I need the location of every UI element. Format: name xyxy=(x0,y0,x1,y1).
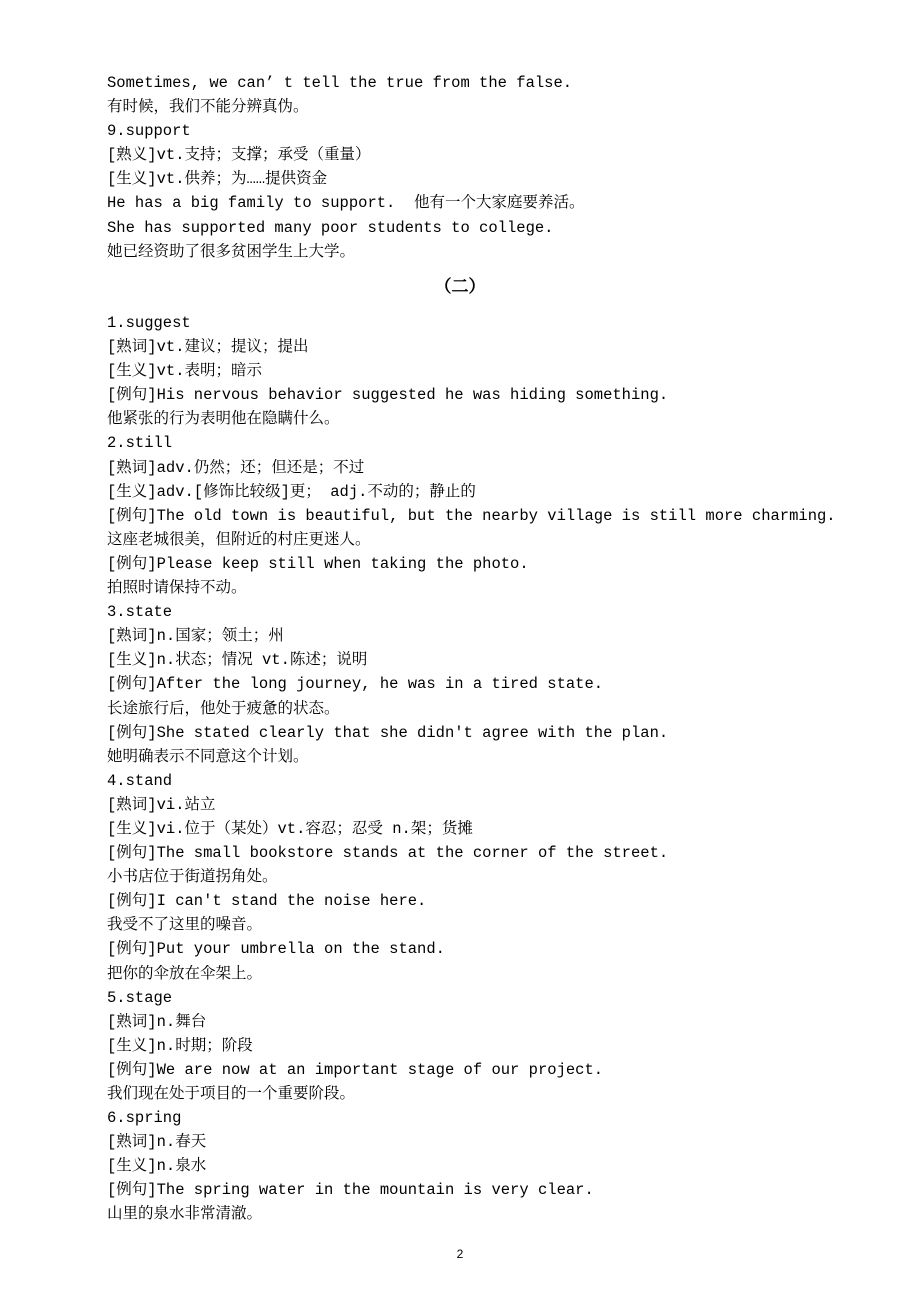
text-line: 她已经资助了很多贫困学生上大学。 xyxy=(107,242,356,261)
text-line: [熟词]n.国家；领土；州 xyxy=(107,627,284,646)
text-line: [例句]The spring water in the mountain is very clear. xyxy=(107,1181,594,1200)
text-line: 6.spring xyxy=(107,1109,182,1128)
page-number: 2 xyxy=(456,1247,464,1261)
text-line: 小书店位于街道拐角处。 xyxy=(107,868,278,887)
text-line: 这座老城很美，但附近的村庄更迷人。 xyxy=(107,530,371,549)
text-line: [例句]Put your umbrella on the stand. xyxy=(107,940,445,959)
text-line: [例句]Please keep still when taking the photo. xyxy=(107,554,529,573)
text-line: [生义]vi.位于（某处）vt.容忍；忍受 n.架；货摊 xyxy=(107,819,473,838)
text-line: [熟义]vt.支持；支撑；承受（重量） xyxy=(107,146,371,165)
text-line: [生义]n.时期；阶段 xyxy=(107,1036,253,1055)
section-title: （二） xyxy=(434,277,486,297)
text-line: [生义]n.泉水 xyxy=(107,1157,207,1176)
text-line: [熟词]vt.建议；提议；提出 xyxy=(107,338,309,357)
text-line: 山里的泉水非常清澈。 xyxy=(107,1205,263,1224)
text-line: Sometimes, we can’ t tell the true from the false. xyxy=(107,74,573,92)
text-block-top xyxy=(107,71,867,264)
text-line: [例句]She stated clearly that she didn't agree with the plan. xyxy=(107,723,669,742)
text-line: 长途旅行后，他处于疲惫的状态。 xyxy=(107,699,340,718)
text-line: 有时候，我们不能分辨真伪。 xyxy=(107,98,309,117)
text-line: She has supported many poor students to college. xyxy=(107,218,554,237)
text-line: 他紧张的行为表明他在隐瞒什么。 xyxy=(107,410,340,429)
text-line: [例句]The old town is beautiful, but the nearby village is still more charming. xyxy=(107,506,836,525)
text-line: [熟词]n.舞台 xyxy=(107,1012,207,1031)
text-line: 她明确表示不同意这个计划。 xyxy=(107,747,309,766)
text-line: [例句]We are now at an important stage of our project. xyxy=(107,1060,604,1079)
text-line: [生义]vt.表明；暗示 xyxy=(107,362,263,381)
text-line: [生义]adv.[修饰比较级]更； adj.不动的；静止的 xyxy=(107,482,476,501)
text-line: 3.state xyxy=(107,603,173,622)
text-line: 9.support xyxy=(107,122,191,141)
text-line: 拍照时请保持不动。 xyxy=(107,579,247,598)
text-line: 把你的伞放在伞架上。 xyxy=(107,964,263,983)
text-line: 我受不了这里的噪音。 xyxy=(107,916,263,935)
text-line: [熟词]vi.站立 xyxy=(107,795,216,814)
text-line: 我们现在处于项目的一个重要阶段。 xyxy=(107,1085,356,1103)
text-line: [例句]The small bookstore stands at the corner of the street. xyxy=(107,844,669,863)
text-line: [生义]vt.供养；为……提供资金 xyxy=(107,170,328,189)
text-line: 5.stage xyxy=(107,988,173,1007)
text-line: [熟词]adv.仍然；还；但还是；不过 xyxy=(107,458,365,477)
text-line: 2.still xyxy=(107,434,173,453)
text-line: [熟词]n.春天 xyxy=(107,1133,207,1152)
text-block-main xyxy=(107,311,867,1227)
text-line: [生义]n.状态；情况 vt.陈述；说明 xyxy=(107,651,368,670)
text-line: 4.stand xyxy=(107,771,173,790)
text-line: [例句]His nervous behavior suggested he was hiding something. xyxy=(107,386,669,405)
text-line: He has a big family to support. 他有一个大家庭要养活。 xyxy=(107,194,585,213)
text-line: [例句]After the long journey, he was in a tired state. xyxy=(107,675,604,694)
text-line: [例句]I can't stand the noise here. xyxy=(107,892,427,911)
text-line: 1.suggest xyxy=(107,314,191,332)
